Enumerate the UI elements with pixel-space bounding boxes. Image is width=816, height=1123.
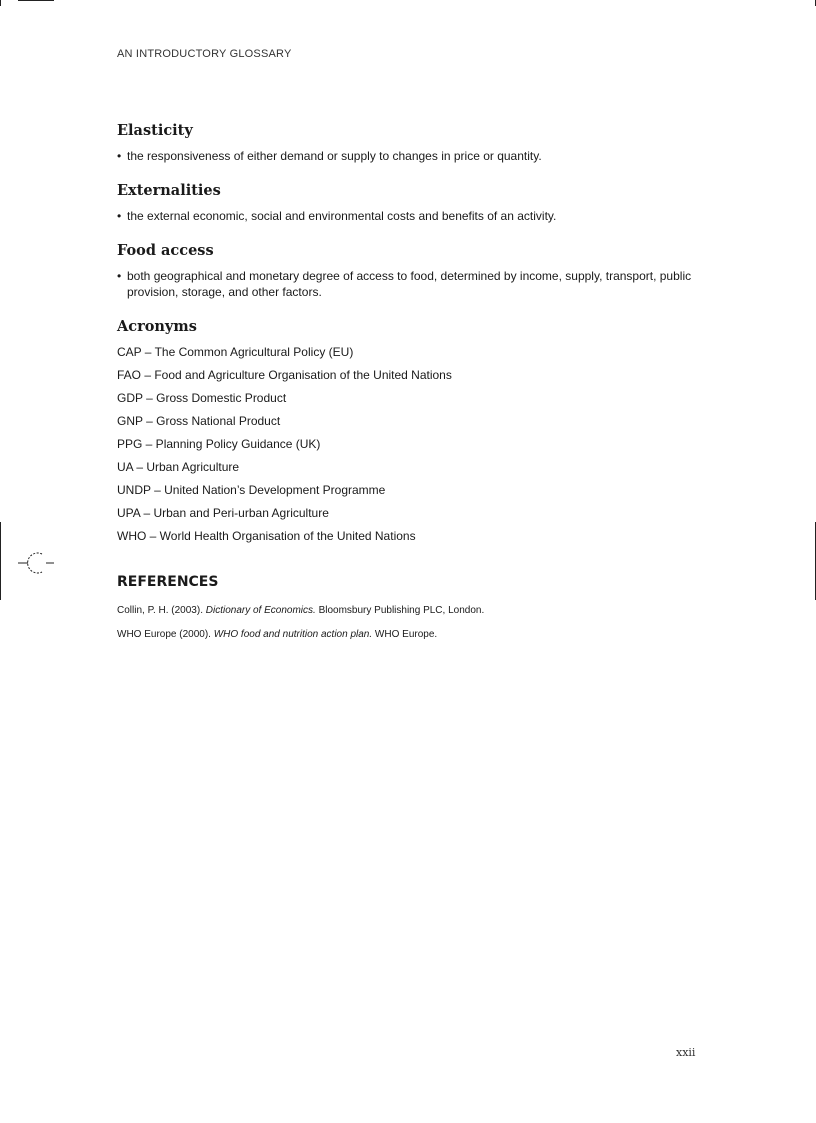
acronym-item: UPA – Urban and Peri-urban Agriculture — [117, 506, 329, 520]
crop-mark-top-left-vertical — [0, 0, 1, 6]
acronym-item: PPG – Planning Policy Guidance (UK) — [117, 437, 321, 451]
acronym-item: FAO – Food and Agriculture Organisation of the United Nations — [117, 368, 452, 382]
references-heading: REFERENCES — [117, 574, 219, 590]
reference-publisher: WHO Europe. — [372, 629, 438, 640]
reference-entry — [117, 628, 707, 642]
acronym-item: CAP – The Common Agricultural Policy (EU) — [117, 345, 354, 359]
reference-author: WHO Europe (2000). — [117, 629, 214, 640]
acronym-item: GDP – Gross Domestic Product — [117, 391, 287, 405]
reference-title: Dictionary of Economics. — [205, 605, 316, 616]
reference-author: Collin, P. H. (2003). — [117, 605, 206, 616]
bullet-icon: • — [117, 269, 122, 283]
acronym-item: UA – Urban Agriculture — [117, 460, 240, 474]
references-section — [117, 574, 707, 642]
glossary-content — [117, 122, 707, 652]
acronyms-section — [117, 318, 707, 544]
term-heading: Food access — [117, 242, 214, 259]
glossary-term — [117, 122, 707, 164]
crop-mark-top-left — [18, 0, 54, 1]
bullet-icon: • — [117, 209, 122, 223]
term-definition: • the responsiveness of either demand or supply to changes in price or quantity. — [117, 149, 542, 163]
acronym-item: UNDP – United Nation’s Development Programme — [117, 483, 386, 497]
acronym-item: WHO – World Health Organisation of the United Nations — [117, 529, 416, 543]
reference-publisher: Bloomsbury Publishing PLC, London. — [315, 605, 485, 616]
term-heading: Elasticity — [117, 122, 193, 139]
reference-title: WHO food and nutrition action plan. — [213, 629, 373, 640]
running-head: AN INTRODUCTORY GLOSSARY — [117, 48, 292, 60]
term-definition: • the external economic, social and environmental costs and benefits of an activity. — [117, 209, 557, 223]
acronym-item: GNP – Gross National Product — [117, 414, 281, 428]
term-definition: • both geographical and monetary degree of access to food, determined by income, supply, transport, public provision, storage, and other factors. — [117, 269, 692, 299]
acronyms-heading: Acronyms — [117, 318, 197, 335]
term-heading: Externalities — [117, 182, 221, 199]
reference-entry — [117, 604, 707, 618]
registration-mark-icon — [18, 550, 56, 576]
acronym-list — [117, 344, 707, 544]
crop-mark-left-side — [0, 522, 1, 600]
glossary-term — [117, 182, 707, 224]
bullet-icon: • — [117, 149, 122, 163]
page-number: xxii — [676, 1046, 696, 1059]
glossary-term — [117, 242, 707, 300]
